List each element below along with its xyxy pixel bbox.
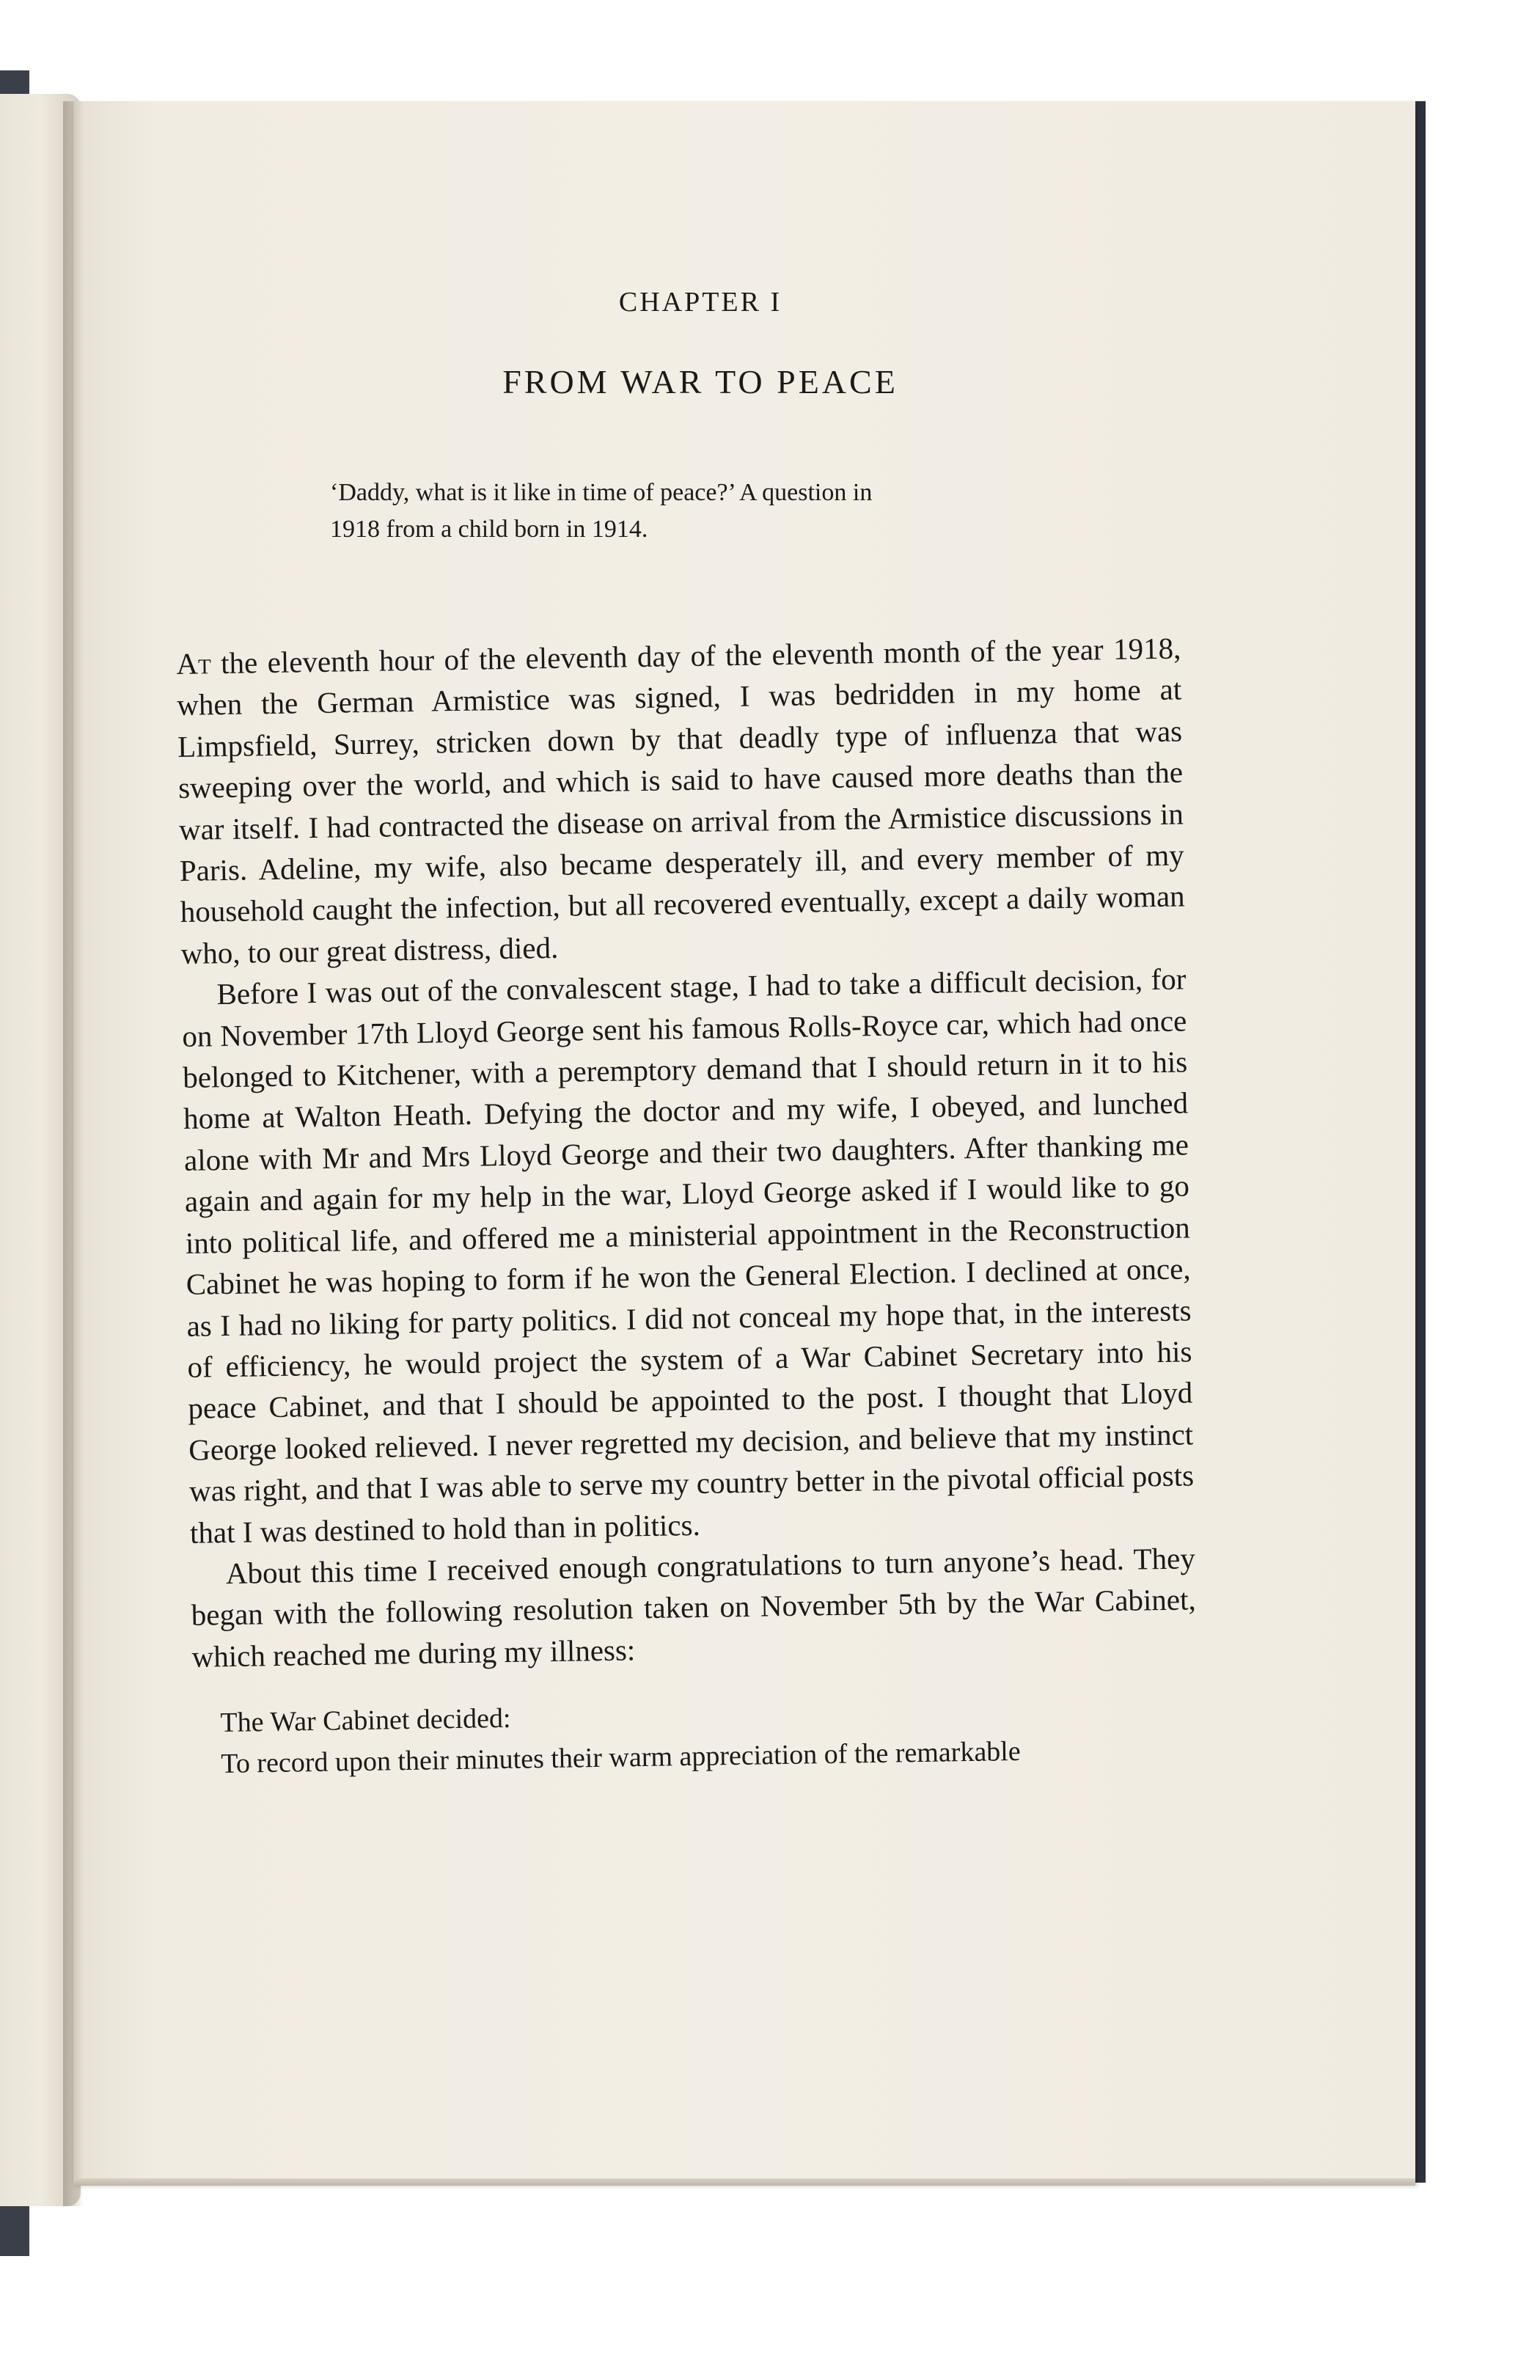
epigraph <box>330 475 1034 548</box>
chapter-label: CHAPTER I <box>618 287 782 318</box>
epigraph-line: 1918 from a child born in 1914. <box>330 516 648 543</box>
page-bottom-edge <box>73 2178 1415 2186</box>
epigraph-line: ‘Daddy, what is it like in time of peace?’ A question in <box>330 479 873 506</box>
paragraph-2: Before I was out of the convalescent stage, I had to take a difficult decision, for on November 17th Lloyd George sent his famous Rolls-Royce car, which had once belonged to Kitchener, with a peremptory demand that I should return in it to his home at Walton Heath. Defying the doctor and my wife, I obeyed, and lunched alone with Mr and Mrs Lloyd George and their two daughters. After thanking me again and again for my help in the war, Lloyd George asked if I would like to go into political life, and offered me a ministerial appointment in the Reconstruction Cabinet he was hoping to form if he won the General Election. I declined at once, as I had no liking for party politics. I did not conceal my hope that, in the interests of efficiency, he would project the system of a War Cabinet Secretary into his peace Cabinet, and that I should be appointed to the post. I thought that Lloyd George looked relieved. I never regretted my decision, and believe that my instinct was right, and that I was able to serve my country better in the pivotal official posts that I was destined to hold than in politics. <box>182 962 1195 1550</box>
page-gutter-shadow <box>63 101 84 2206</box>
chapter-title: FROM WAR TO PEACE <box>502 363 898 400</box>
quote-line: The War Cabinet decided: <box>220 1702 511 1739</box>
block-quote <box>220 1688 1175 1784</box>
page-content <box>176 264 1197 1784</box>
paragraph-1 <box>176 627 1186 974</box>
quote-line: To record upon their minutes their warm appreciation of the remarkable <box>220 1736 1021 1780</box>
paragraph-3: About this time I received enough congratulations to turn anyone’s head. They began with the following resolution taken on November 5th by the War Cabinet, which reached me during my illness: <box>191 1541 1197 1674</box>
paragraph-1-text: the eleventh hour of the eleventh day of the eleventh month of the year 1918, when the German Armistice was signed, I was bedridden in my home at Limpsfield, Surrey, stricken down by that deadly type of influenza that was sweeping over the world, and which is said to have caused more deaths than the war itself. I had contracted the disease on arrival from the Armistice discussions in Paris. Adeline, my wife, also became desperately ill, and every member of my household caught the infection, but all recovered eventually, except a daily woman who, to our great distress, died. <box>176 631 1185 970</box>
paragraph-lead-word: At <box>176 646 212 681</box>
body-text <box>176 627 1197 1677</box>
